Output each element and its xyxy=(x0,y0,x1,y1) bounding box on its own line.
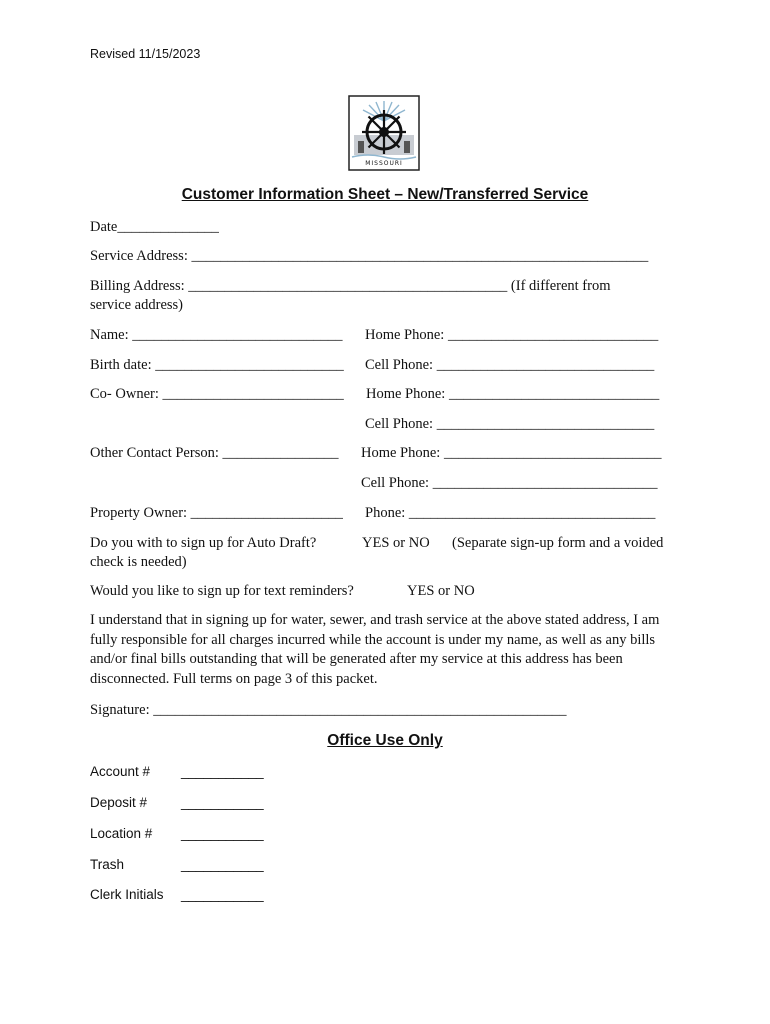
other-contact-field[interactable]: Other Contact Person: ________________ xyxy=(90,445,339,461)
trash-blank[interactable]: ___________ xyxy=(181,857,264,872)
clerk-initials-label: Clerk Initials xyxy=(90,887,164,902)
location-number-label: Location # xyxy=(90,826,153,841)
auto-draft-question: Do you with to sign up for Auto Draft? xyxy=(90,535,317,551)
office-use-title: Office Use Only xyxy=(327,732,443,749)
other-cell-phone-field[interactable]: Cell Phone: _______________________________ xyxy=(361,475,658,491)
co-owner-cell-phone-field[interactable]: Cell Phone: ______________________________ xyxy=(365,416,655,432)
logo-text: MISSOURI xyxy=(365,160,403,167)
property-phone-field[interactable]: Phone: __________________________________ xyxy=(365,505,656,521)
missouri-seal-logo xyxy=(348,95,420,171)
deposit-number-blank[interactable]: ___________ xyxy=(181,795,264,810)
date-field[interactable]: Date______________ xyxy=(90,219,219,235)
text-reminders-yes-no[interactable]: YES or NO xyxy=(407,583,475,599)
other-home-phone-field[interactable]: Home Phone: ______________________________ xyxy=(361,445,662,461)
revised-date: Revised 11/15/2023 xyxy=(90,47,201,61)
text-reminders-question: Would you like to sign up for text reminders? xyxy=(90,583,354,599)
birth-date-field[interactable]: Birth date: __________________________ xyxy=(90,357,344,373)
trash-label: Trash xyxy=(90,857,125,872)
clerk-initials-blank[interactable]: ___________ xyxy=(181,887,264,902)
service-address-field[interactable]: Service Address: _______________________________________________________________ xyxy=(90,248,649,264)
form-title: Customer Information Sheet – New/Transferred Service xyxy=(181,186,589,203)
account-number-label: Account # xyxy=(90,764,151,779)
name-field[interactable]: Name: _____________________________ xyxy=(90,327,343,343)
agreement-paragraph: I understand that in signing up for water, sewer, and trash service at the above stated address, I am fully responsible for all charges incurred while the account is under my name, as well as any bills and/or final bills outstanding that will be generated after my service at this address has been disconnected. Full terms on page 3 of this packet. xyxy=(90,612,660,687)
co-owner-field[interactable]: Co- Owner: _________________________ xyxy=(90,386,344,402)
account-number-blank[interactable]: ___________ xyxy=(181,764,264,779)
cell-phone-field[interactable]: Cell Phone: ______________________________ xyxy=(365,357,655,373)
billing-address-field[interactable]: Billing Address: ____________________________________________ (If different from xyxy=(90,278,611,294)
auto-draft-yes-no[interactable]: YES or NO xyxy=(362,535,430,551)
billing-address-note: service address) xyxy=(90,297,183,313)
auto-draft-note: (Separate sign-up form and a voided xyxy=(452,535,664,551)
co-owner-home-phone-field[interactable]: Home Phone: _____________________________ xyxy=(366,386,660,402)
deposit-number-label: Deposit # xyxy=(90,795,148,810)
ship-wheel-logo-icon xyxy=(348,95,420,171)
auto-draft-note-2: check is needed) xyxy=(90,554,187,570)
property-owner-field[interactable]: Property Owner: _____________________ xyxy=(90,505,343,521)
signature-field[interactable]: Signature: _________________________________________________________ xyxy=(90,702,567,718)
home-phone-field[interactable]: Home Phone: _____________________________ xyxy=(365,327,659,343)
location-number-blank[interactable]: ___________ xyxy=(181,826,264,841)
